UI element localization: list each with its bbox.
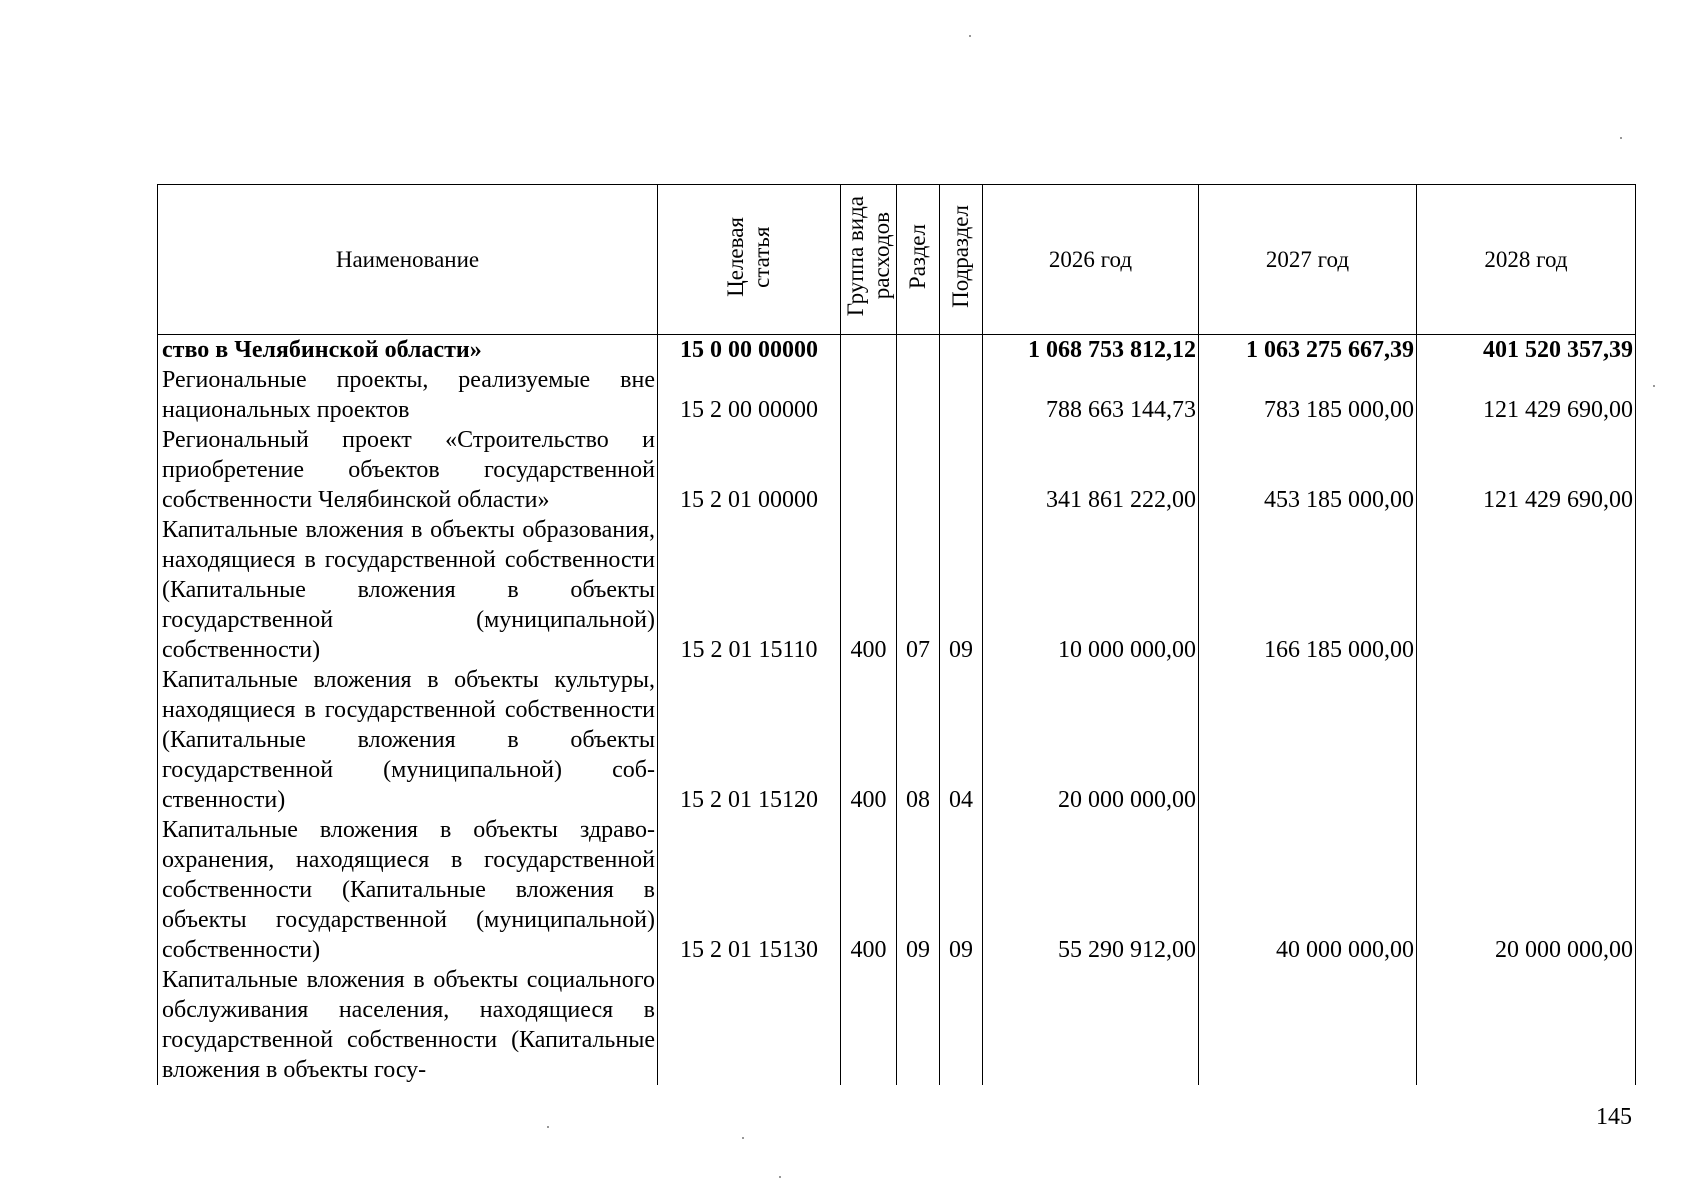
row-2028: 121 429 690,00: [1417, 365, 1636, 425]
header-subsection-label: Подраздел: [948, 205, 973, 308]
row-2027: 453 185 000,00: [1199, 425, 1417, 515]
row-group: [841, 425, 897, 515]
row-2027: [1199, 965, 1417, 1085]
page-number: 145: [1596, 1104, 1632, 1130]
row-section: [897, 365, 940, 425]
row-2026: 55 290 912,00: [983, 815, 1199, 965]
row-name: Региональный проект «Строительство и приобретение объектов государственной собственности Челябинской области»: [158, 425, 658, 515]
scan-speck: [1653, 385, 1655, 387]
row-name: Капитальные вложения в объекты образования, находящиеся в государственной собственности (Капитальные вложения в объекты государственной (муниципальной) собственности): [158, 515, 658, 665]
table-row: [158, 815, 1636, 965]
row-2027: 40 000 000,00: [1199, 815, 1417, 965]
scan-speck: [547, 1126, 549, 1128]
row-name: Капитальные вложения в объекты здравоохранения, находящиеся в государственной собственности (Капитальные вложения в объекты государственной (муниципальной) собственности): [158, 815, 658, 965]
row-section: [897, 965, 940, 1085]
row-2026: [983, 965, 1199, 1085]
row-section: 08: [897, 665, 940, 815]
row-2028: 20 000 000,00: [1417, 815, 1636, 965]
header-target-line2: статья: [749, 225, 774, 288]
header-name: Наименование: [158, 185, 658, 335]
table-row: [158, 425, 1636, 515]
row-group: 400: [841, 515, 897, 665]
header-expense-group: [841, 185, 897, 335]
row-target: 15 2 00 00000: [658, 365, 841, 425]
row-group: 400: [841, 665, 897, 815]
table-row: [158, 515, 1636, 665]
row-name: Региональные проекты, реализуемые вне национальных проектов: [158, 365, 658, 425]
row-group: [841, 965, 897, 1085]
row-2027: 166 185 000,00: [1199, 515, 1417, 665]
row-section: 07: [897, 515, 940, 665]
row-2026: 1 068 753 812,12: [983, 335, 1199, 366]
header-year-2027: 2027 год: [1199, 185, 1417, 335]
scan-speck: [1620, 137, 1622, 139]
header-group-line2: расходов: [868, 212, 894, 301]
row-2028: 401 520 357,39: [1417, 335, 1636, 366]
row-subsection: [940, 965, 983, 1085]
header-section: [897, 185, 940, 335]
row-2026: 341 861 222,00: [983, 425, 1199, 515]
row-2026: 20 000 000,00: [983, 665, 1199, 815]
row-target: 15 2 01 15120: [658, 665, 841, 815]
row-subsection: [940, 335, 983, 366]
header-subsection: [940, 185, 983, 335]
row-name: Капитальные вложения в объекты социального обслуживания населения, находящиеся в государственной собственности (Капитальные вложения в объекты госу-: [158, 965, 658, 1085]
row-section: [897, 335, 940, 366]
header-target-article: [658, 185, 841, 335]
scan-speck: [779, 1176, 781, 1178]
row-2028: 121 429 690,00: [1417, 425, 1636, 515]
row-target: 15 2 01 00000: [658, 425, 841, 515]
header-target-line1: Целевая: [723, 216, 748, 297]
row-2028: [1417, 965, 1636, 1085]
scan-speck: [742, 1137, 744, 1139]
row-2026: 788 663 144,73: [983, 365, 1199, 425]
table-row: [158, 665, 1636, 815]
header-year-2028: 2028 год: [1417, 185, 1636, 335]
header-year-2026: 2026 год: [983, 185, 1199, 335]
row-2027: [1199, 665, 1417, 815]
row-2026: 10 000 000,00: [983, 515, 1199, 665]
table-row: [158, 335, 1636, 366]
row-target: [658, 965, 841, 1085]
table-row: [158, 365, 1636, 425]
row-name: ство в Челябинской области»: [158, 335, 658, 366]
row-group: [841, 335, 897, 366]
row-target: 15 2 01 15130: [658, 815, 841, 965]
row-name: Капитальные вложения в объекты культуры, находящиеся в государственной собственности (Капитальные вложения в объекты государственной (муниципальной) собственности): [158, 665, 658, 815]
row-group: 400: [841, 815, 897, 965]
table-row: [158, 965, 1636, 1085]
header-section-label: Раздел: [905, 223, 930, 290]
row-2028: [1417, 515, 1636, 665]
row-target: 15 2 01 15110: [658, 515, 841, 665]
row-2027: 783 185 000,00: [1199, 365, 1417, 425]
header-row: [158, 185, 1636, 335]
row-section: 09: [897, 815, 940, 965]
row-subsection: [940, 425, 983, 515]
scan-speck: [969, 35, 971, 37]
row-subsection: 04: [940, 665, 983, 815]
row-group: [841, 365, 897, 425]
row-subsection: 09: [940, 515, 983, 665]
row-subsection: [940, 365, 983, 425]
header-group-line1: Группа вида: [842, 196, 868, 317]
row-2028: [1417, 665, 1636, 815]
row-section: [897, 425, 940, 515]
row-2027: 1 063 275 667,39: [1199, 335, 1417, 366]
budget-table: [157, 184, 1636, 1085]
row-target: 15 0 00 00000: [658, 335, 841, 366]
row-subsection: 09: [940, 815, 983, 965]
